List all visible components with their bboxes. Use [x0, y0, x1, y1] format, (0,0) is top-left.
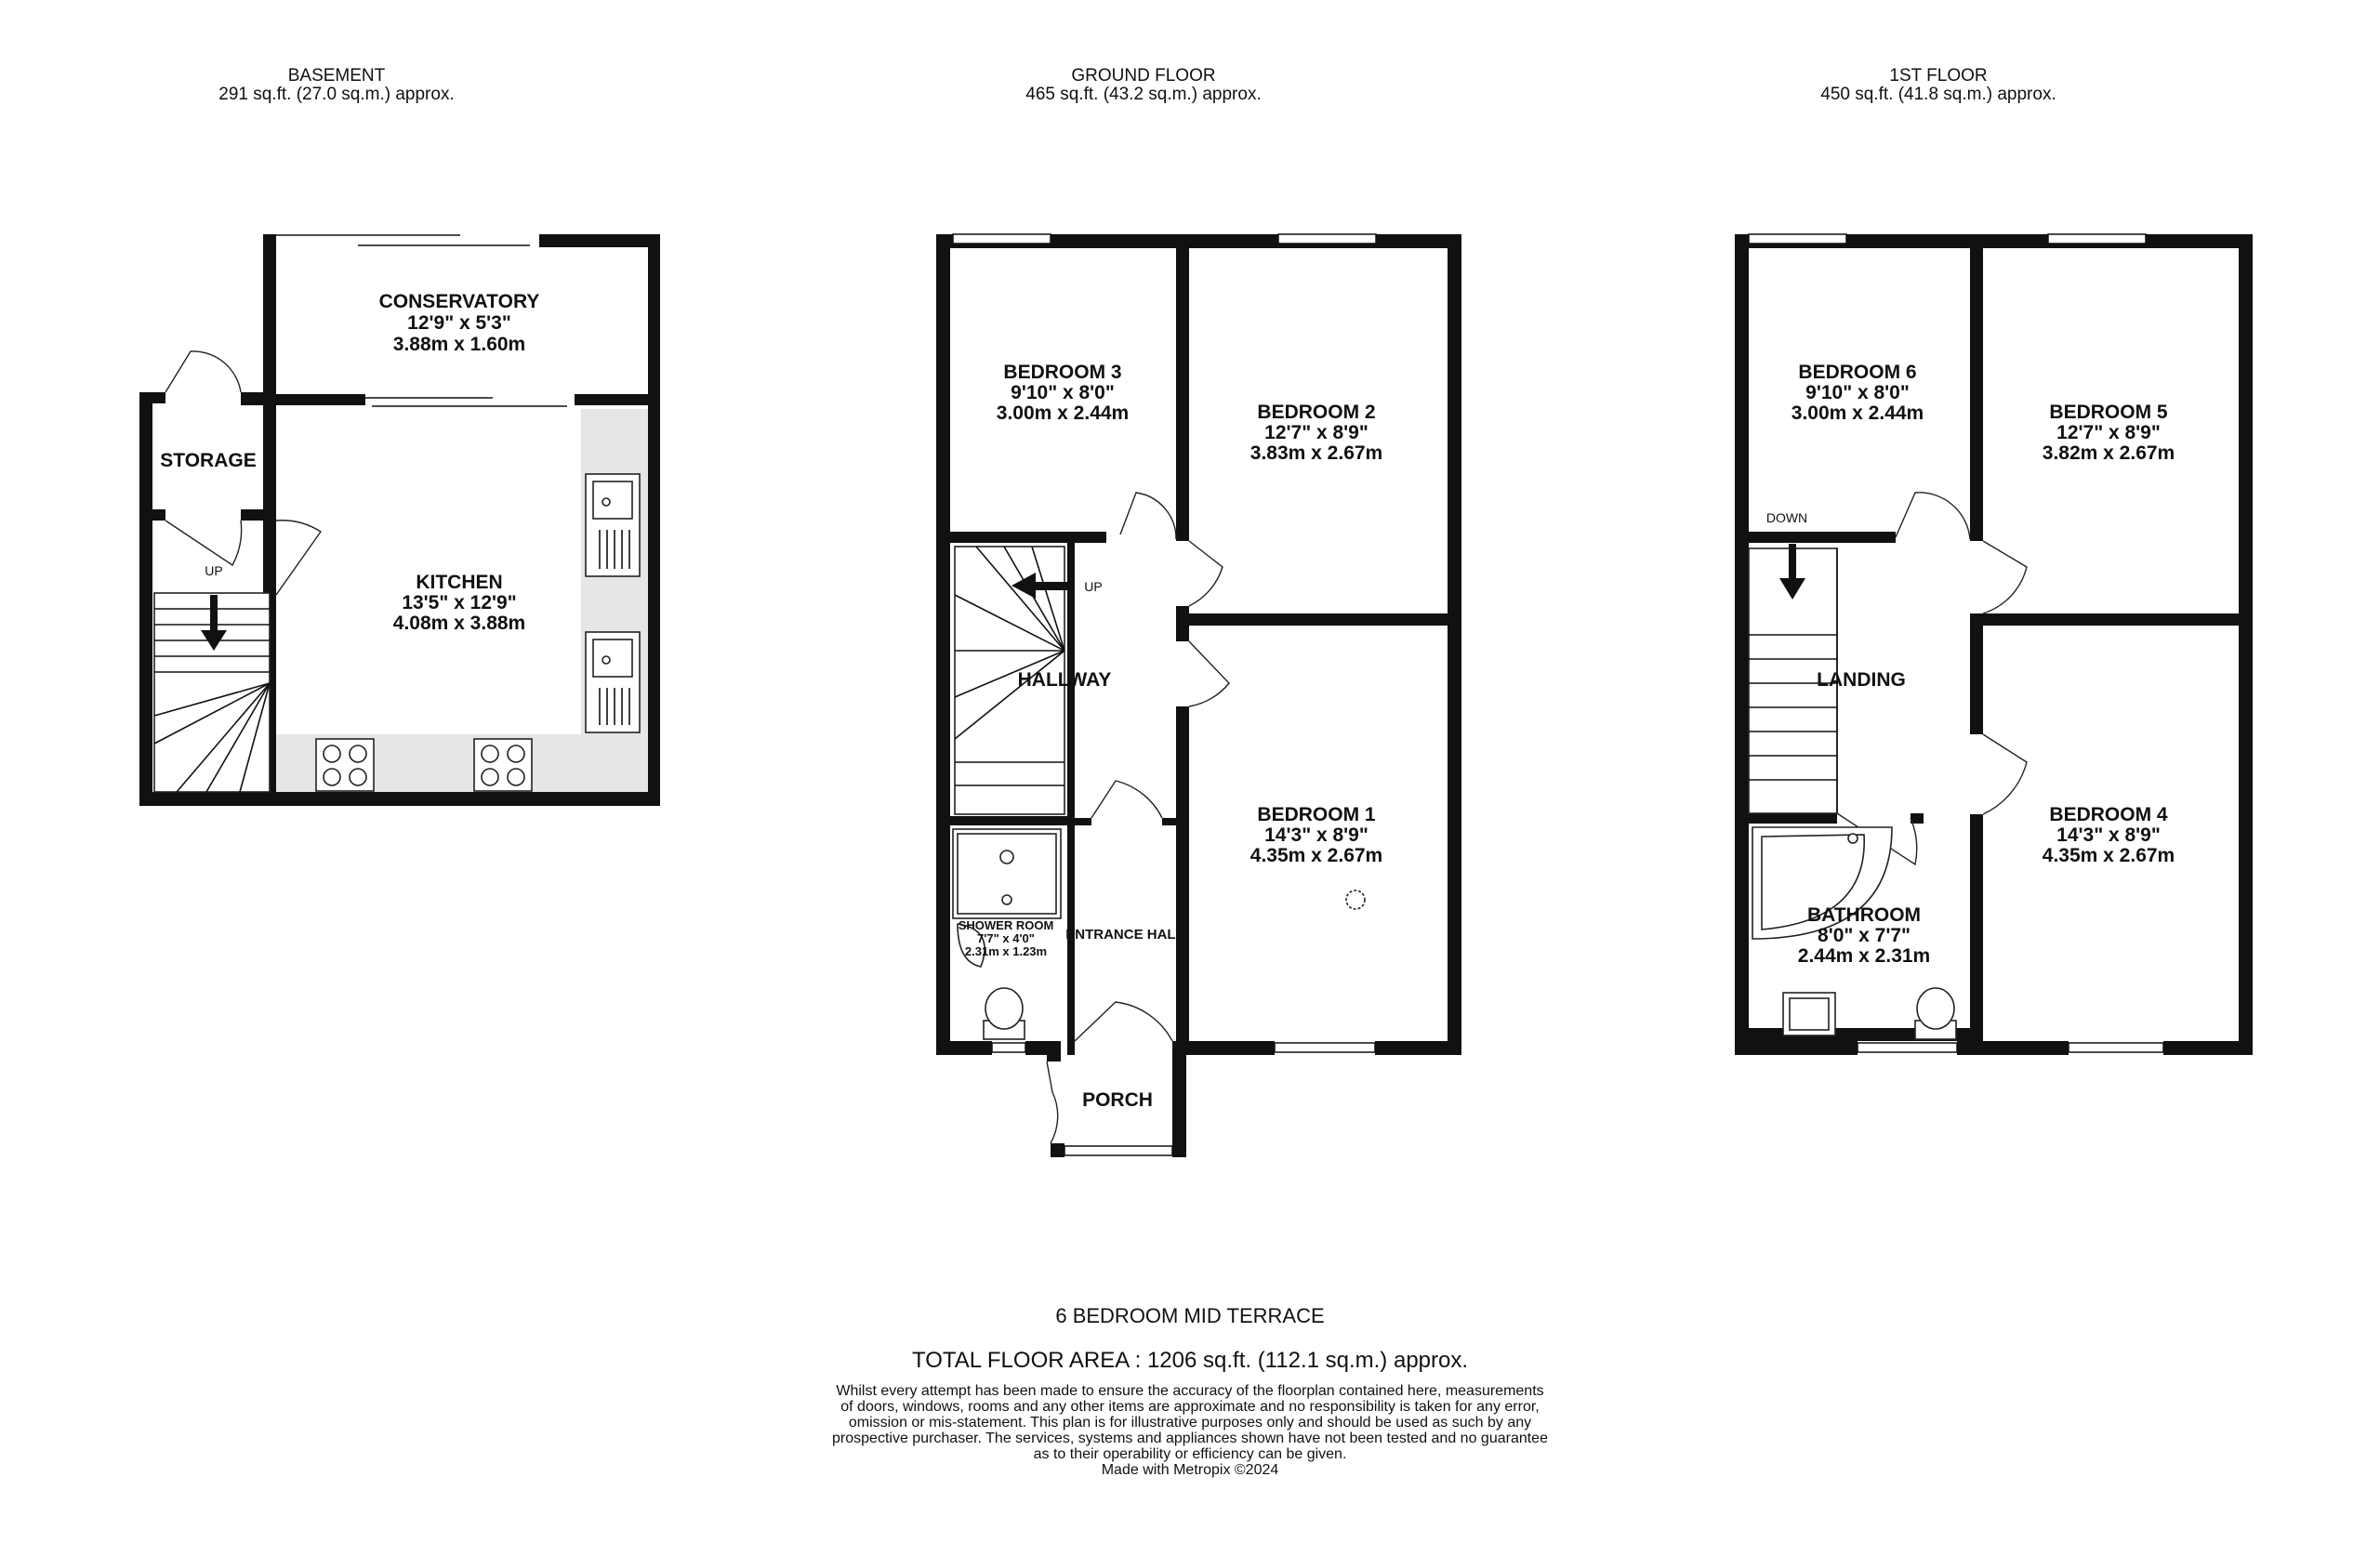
window-shower — [992, 1043, 1025, 1052]
window-porch — [1064, 1146, 1172, 1155]
first-floor-title: 1ST FLOOR — [1889, 66, 1988, 86]
ground-stairs-up-label: UP — [1084, 579, 1103, 594]
ground-floor-area: 465 sq.ft. (43.2 sq.m.) approx. — [1025, 85, 1262, 104]
shower-room-metric: 2.31m x 1.23m — [964, 944, 1048, 958]
window-bedroom4 — [2069, 1043, 2163, 1052]
bedroom3-name: BEDROOM 3 — [1003, 362, 1122, 383]
bedroom3-imperial: 9'10" x 8'0" — [1011, 382, 1115, 403]
bathroom-metric: 2.44m x 2.31m — [1797, 945, 1931, 967]
basement-stairs-up-label: UP — [205, 563, 223, 578]
disclaimer-line: Whilst every attempt has been made to ensure the accuracy of the floorplan contained here, measurements — [836, 1383, 1544, 1399]
bedroom6-metric: 3.00m x 2.44m — [1791, 402, 1924, 424]
shower-tray — [953, 829, 1061, 918]
metropix-credit: Made with Metropix ©2024 — [1101, 1462, 1279, 1478]
conservatory-metric: 3.88m x 1.60m — [392, 334, 526, 355]
first-floor-plan — [1735, 234, 2253, 1055]
conservatory-imperial: 12'9" x 5'3" — [407, 312, 511, 334]
ground-floor-title: GROUND FLOOR — [1071, 66, 1216, 86]
kitchen-hob-right — [474, 739, 532, 791]
porch-name: PORCH — [1082, 1089, 1153, 1111]
disclaimer-line: omission or mis-statement. This plan is for illustrative purposes only and should be used as such by any — [848, 1415, 1532, 1431]
bedroom1-name: BEDROOM 1 — [1257, 804, 1376, 825]
bedroom2-door-swing — [1189, 541, 1223, 606]
total-floor-area: TOTAL FLOOR AREA : 1206 sq.ft. (112.1 sq.m.) approx. — [911, 1348, 1469, 1373]
bedroom4-imperial: 14'3" x 8'9" — [2056, 824, 2161, 846]
bedroom3-metric: 3.00m x 2.44m — [996, 402, 1130, 424]
ceiling-light-icon — [1346, 890, 1365, 909]
porch-door-swing — [1047, 1062, 1058, 1143]
entrance-hall-name: ENTRANCE HALL — [1065, 927, 1184, 943]
kitchen-imperial: 13'5" x 12'9" — [402, 592, 517, 613]
conservatory-name: CONSERVATORY — [378, 291, 540, 312]
bathroom-name: BATHROOM — [1806, 904, 1922, 926]
bedroom4-name: BEDROOM 4 — [2049, 804, 2168, 825]
first-floor-area: 450 sq.ft. (41.8 sq.m.) approx. — [1820, 85, 2056, 104]
storage-name: STORAGE — [160, 450, 257, 471]
bedroom1-imperial: 14'3" x 8'9" — [1264, 824, 1368, 846]
basement-plan — [139, 234, 660, 806]
entrance-hall-door-swing — [1091, 781, 1162, 818]
window-bedroom5 — [2048, 234, 2146, 244]
bedroom5-metric: 3.82m x 2.67m — [2042, 442, 2175, 464]
disclaimer-line: of doors, windows, rooms and any other items are approximate and no responsibility is taken for any error, — [840, 1399, 1540, 1415]
landing-name: LANDING — [1817, 669, 1906, 691]
hallway-name: HALLWAY — [1017, 669, 1112, 691]
bedroom2-metric: 3.83m x 2.67m — [1250, 442, 1383, 464]
storage-door-swing — [165, 351, 241, 392]
basement-title: BASEMENT — [287, 66, 386, 86]
bedroom6-name: BEDROOM 6 — [1798, 362, 1917, 383]
window-bathroom — [1858, 1043, 1957, 1052]
bedroom6-door-swing — [1896, 493, 1970, 539]
bedroom1-metric: 4.35m x 2.67m — [1250, 845, 1383, 866]
bedroom3-door-swing — [1120, 493, 1176, 539]
first-stairs-down-label: DOWN — [1765, 510, 1808, 525]
disclaimer — [0, 1383, 2380, 1478]
bedroom4-metric: 4.35m x 2.67m — [2042, 845, 2175, 866]
kitchen-door-swing — [276, 521, 321, 595]
bathroom-imperial: 8'0" x 7'7" — [1818, 925, 1911, 946]
property-type: 6 BEDROOM MID TERRACE — [1055, 1304, 1325, 1327]
kitchen-name: KITCHEN — [416, 572, 503, 593]
window-bedroom2 — [1278, 234, 1376, 244]
bedroom5-door-swing — [1983, 541, 2027, 613]
shower-room-toilet — [984, 988, 1025, 1039]
bedroom5-imperial: 12'7" x 8'9" — [2056, 422, 2161, 443]
disclaimer-line: prospective purchaser. The services, systems and appliances shown have not been tested and no guarantee — [832, 1431, 1548, 1446]
bedroom4-door-swing — [1983, 734, 2027, 814]
disclaimer-line: as to their operability or efficiency can be given. — [1033, 1446, 1347, 1462]
ground-floor-plan — [936, 234, 1461, 1157]
bedroom1-door-swing — [1189, 641, 1229, 706]
bathroom-toilet — [1915, 988, 1956, 1039]
window-bedroom6 — [1749, 234, 1846, 244]
bedroom2-name: BEDROOM 2 — [1257, 402, 1376, 423]
bedroom5-name: BEDROOM 5 — [2049, 402, 2168, 423]
bedroom2-imperial: 12'7" x 8'9" — [1264, 422, 1368, 443]
kitchen-sink-lower — [586, 632, 640, 732]
bathroom-basin — [1783, 993, 1835, 1035]
kitchen-sink-upper — [586, 474, 640, 576]
window-bedroom1 — [1275, 1043, 1375, 1052]
front-door-swing — [1075, 1002, 1172, 1041]
kitchen-hob-left — [316, 739, 374, 791]
bedroom6-imperial: 9'10" x 8'0" — [1805, 382, 1910, 403]
kitchen-metric: 4.08m x 3.88m — [392, 613, 526, 634]
window-bedroom3 — [953, 234, 1051, 244]
shower-room-name: SHOWER ROOM — [958, 918, 1054, 932]
stairs-door-swing — [165, 521, 242, 565]
basement-area: 291 sq.ft. (27.0 sq.m.) approx. — [218, 85, 455, 104]
shower-room-imperial: 7'7" x 4'0" — [977, 931, 1035, 945]
